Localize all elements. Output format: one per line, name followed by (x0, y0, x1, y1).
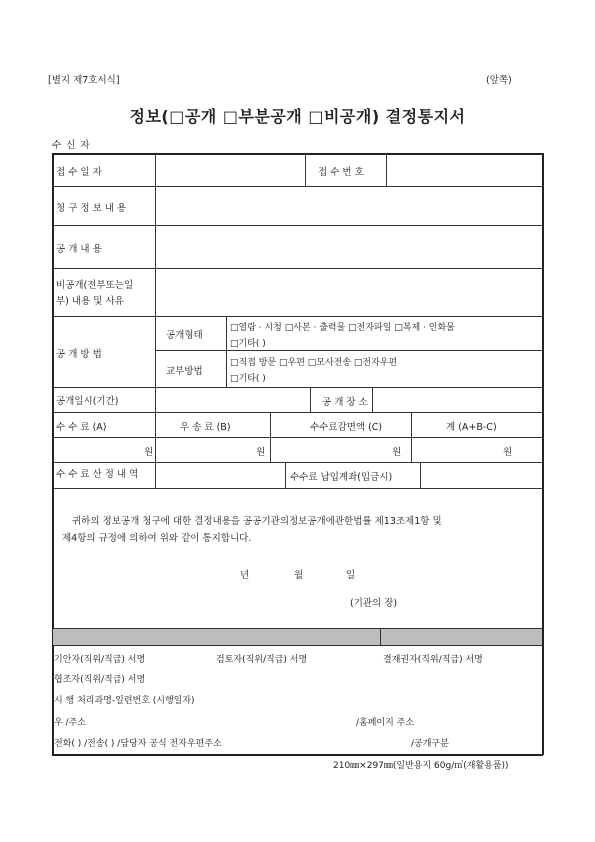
date-month: 월 (294, 570, 304, 581)
delivery-label: 교부방법 (166, 366, 203, 377)
nondisclosure-label-2: 부) 내용 및 사유 (56, 296, 124, 307)
disclosure-content-label: 공 개 내 용 (56, 244, 102, 255)
received-date-label: 접 수 일 자 (56, 167, 102, 178)
drafter-label: 기안자(직위/직급) 서명 (54, 655, 146, 665)
form-number: [별지 제7호서식] (48, 75, 120, 86)
delivery-options: □직접 방문 □우편 □모사전송 □전자우편 (230, 358, 398, 368)
form-label: 공개형태 (166, 330, 203, 341)
postage-label: 우 송 료 (B) (180, 422, 231, 433)
delivery-other: □기타( ) (230, 374, 266, 384)
fee-basis-label: 수 수 료 산 정 내 역 (56, 469, 139, 480)
fee-label: 수 수 료 (A) (56, 422, 107, 433)
form-options: □열람 · 시청 □사본 · 출력물 □전자파일 □복제 · 인화물 (230, 323, 455, 333)
total-label: 계 (A+B-C) (446, 422, 497, 433)
place-label: 공 개 장 소 (322, 397, 368, 408)
enforcement-label: 시 행 처리과명-일련번호 (시행일자) (54, 696, 195, 706)
account-label: 수수료 납입계좌(입금시) (290, 472, 393, 483)
reduction-label: 수수료감면액 (C) (310, 422, 383, 433)
cooperator-label: 협조자(직위/직급) 서명 (54, 675, 146, 685)
reduction-won: 원 (392, 447, 402, 458)
date-year: 년 (240, 570, 250, 581)
form-other: □기타( ) (230, 339, 266, 349)
notice-line-1: 귀하의 정보공개 청구에 대한 결정내용을 공공기관의정보공개에관한법률 제13조제1항 및 (72, 516, 442, 527)
approver-label: 결재권자(직위/직급) 서명 (383, 655, 483, 665)
total-won: 원 (503, 447, 513, 458)
datetime-label: 공개일시(기간) (56, 396, 119, 407)
date-day: 일 (346, 570, 356, 581)
side-label: (앞쪽) (486, 75, 512, 86)
paper-note: 210㎜×297㎜(일반용지 60g/㎡(재활용품)) (333, 761, 509, 771)
postage-won: 원 (256, 447, 266, 458)
recipient-label: 수 신 자 (52, 140, 91, 151)
received-no-label: 접 수 번 호 (318, 167, 364, 178)
method-label: 공 개 방 법 (56, 349, 102, 360)
postal-address-label: 우 /주소 (54, 718, 86, 728)
contact-label: 전화( ) /전송( ) /담당자 공식 전자우편주소 (54, 739, 222, 749)
document-title: 정보(□공개 □부분공개 □비공개) 결정통지서 (129, 107, 466, 126)
fee-won: 원 (144, 447, 154, 458)
reviewer-label: 검토자(직위/직급) 서명 (216, 655, 308, 665)
homepage-label: /홈페이지 주소 (356, 718, 415, 728)
notice-line-2: 제4항의 규정에 의하여 위와 같이 통지합니다. (62, 533, 252, 544)
classification-label: /공개구분 (411, 739, 449, 749)
nondisclosure-label-1: 비공개(전부또는일 (56, 280, 134, 291)
request-content-label: 청 구 정 보 내 용 (56, 203, 127, 214)
issuer-label: (기관의 장) (350, 598, 398, 609)
